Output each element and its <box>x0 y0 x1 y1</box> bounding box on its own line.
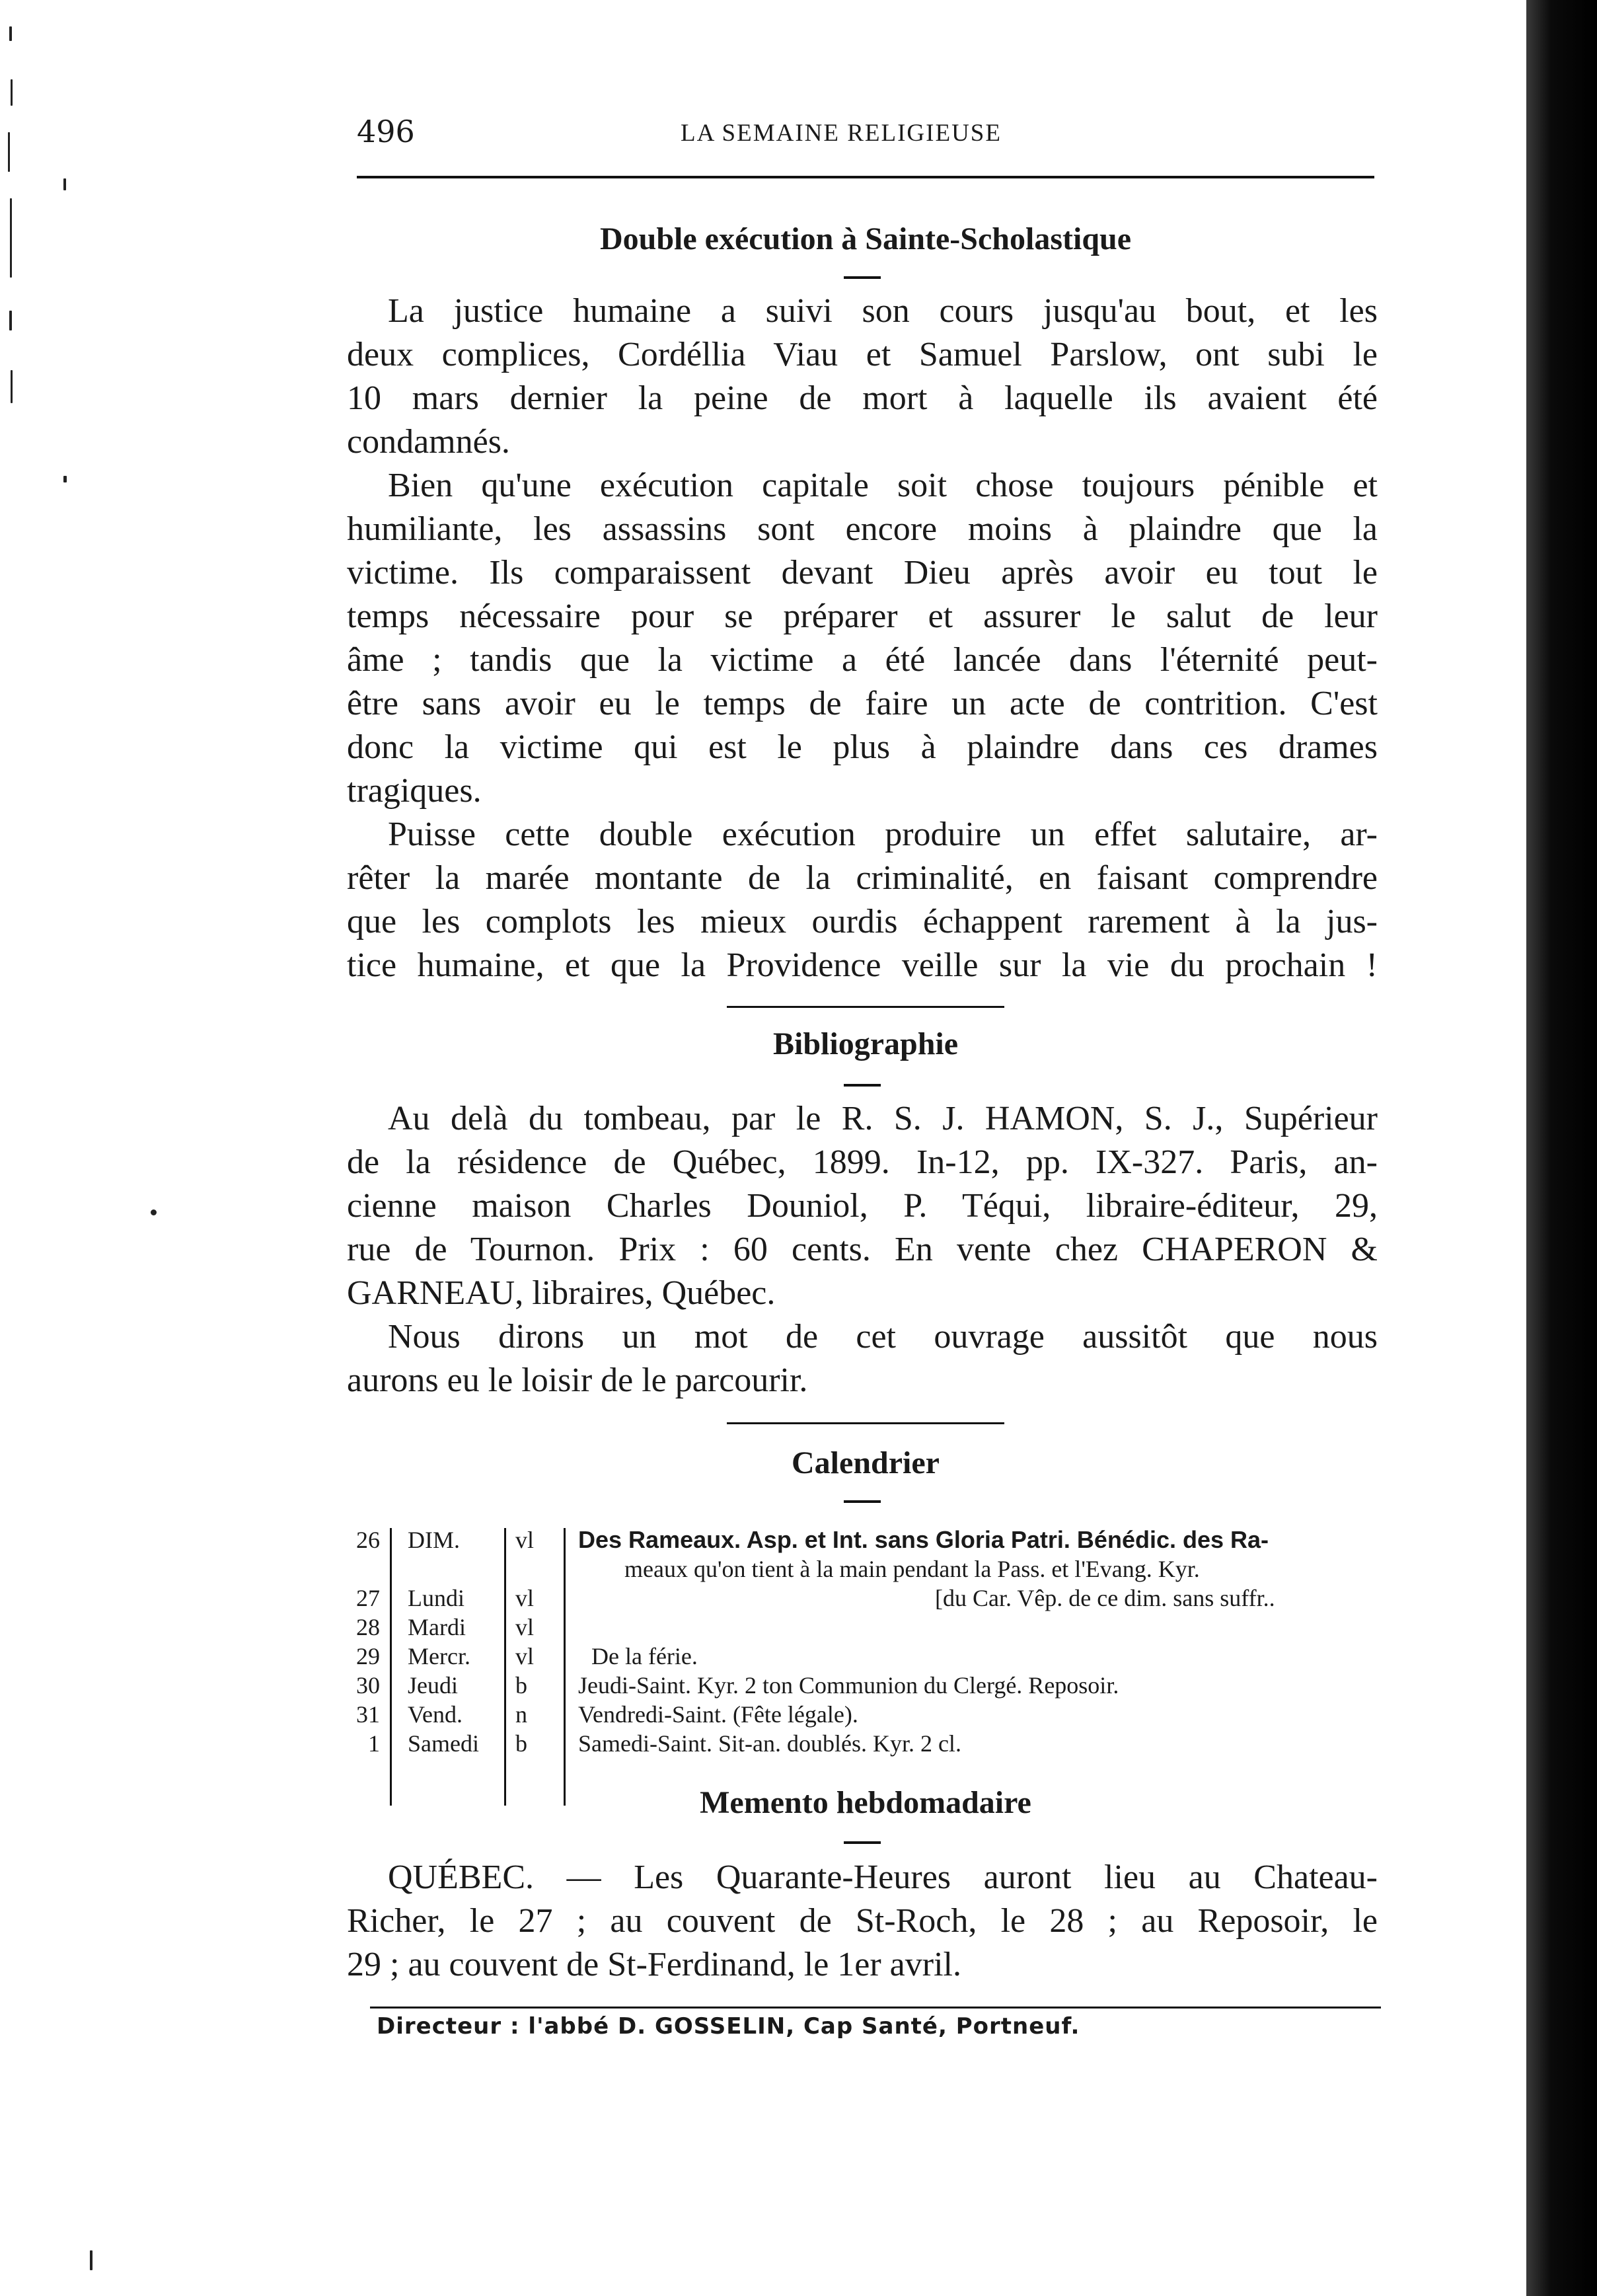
footer-imprint: Directeur : l'abbé D. GOSSELIN, Cap Santé, Portneuf. <box>377 2013 1080 2040</box>
title-dash <box>844 1500 881 1503</box>
article-paragraph: Bien qu'une exécution capitale soit chose toujours pénible et humiliante, les assassins sont encore moins à plaindre que la victime. Ils comparaissent devant Dieu après avoir eu tout le temps nécessaire pour se préparer et assurer le salut de leur âme ; tandis que la victime a été lancée dans l'éternité peut- être sans avoir eu le temps de faire un acte de contrition. C'est donc la victime qui est le plus à plaindre dans ces drames tragiques. <box>347 467 1378 810</box>
calendar-table <box>334 1525 1391 1758</box>
article-paragraph: Puisse cette double exécution produire un effet salutaire, ar- rêter la marée montante de la criminalité, en faisant comprendre que les complots les mieux ourdis échappent rarement à la jus- tice humaine, et que la Providence veille sur la vie du prochain ! <box>347 816 1378 984</box>
title-dash <box>844 1084 881 1087</box>
section-rule <box>727 1422 1004 1424</box>
running-title: LA SEMAINE RELIGIEUSE <box>681 120 1002 147</box>
binding-shadow <box>1526 0 1597 2296</box>
page-number: 496 <box>357 114 415 149</box>
bibliography-paragraph: Nous dirons un mot de cet ouvrage aussitôt que nous aurons eu le loisir de le parcourir. <box>347 1318 1378 1399</box>
calendar-row: 28 Mardi vl <box>356 1614 535 1640</box>
calendar-row: 30 Jeudi b Jeudi-Saint. Kyr. 2 ton Communion du Clergé. Reposoir. <box>356 1672 1119 1699</box>
article-paragraph: La justice humaine a suivi son cours jusqu'au bout, et les deux complices, Cordéllia Viau et Samuel Parslow, ont subi le 10 mars dernier la peine de mort à laquelle ils avaient été condamnés. <box>347 292 1378 461</box>
calendar-title: Calendrier <box>792 1445 940 1480</box>
memento-title: Memento hebdomadaire <box>700 1785 1031 1820</box>
calendar-row: 1 Samedi b Samedi-Saint. Sit-an. doublés. Kyr. 2 cl. <box>368 1730 961 1757</box>
bibliography-title: Bibliographie <box>772 1026 959 1061</box>
scan-margin-specks <box>0 0 26 2296</box>
title-dash <box>844 1841 881 1844</box>
bibliography-paragraph: Au delà du tombeau, par le R. S. J. HAMON, S. J., Supérieur de la résidence de Québec, 1899. In-12, pp. IX-327. Paris, an- cienne maison Charles Douniol, P. Téqui, libraire-éditeur, 29, rue de Tournon. Prix : 60 cents. En vente chez CHAPERON & GARNEAU, libraires, Québec. <box>347 1100 1378 1312</box>
memento-paragraph: QUÉBEC. — Les Quarante-Heures auront lieu au Chateau- Richer, le 27 ; au couvent de St-Roch, le 28 ; au Reposoir, le 29 ; au couvent de St-Ferdinand, le 1er avril. <box>347 1858 1378 1983</box>
calendar-row: 26 DIM. vl Des Rameaux. Asp. et Int. sans Gloria Patri. Bénédic. des Ra- meaux qu'on tient à la main pendant la Pass. et l'Evang. Kyr. <box>356 1526 1269 1582</box>
calendar-row: 27 Lundi vl [du Car. Vêp. de ce dim. sans suffr.. <box>356 1585 1275 1611</box>
title-dash <box>844 276 881 279</box>
header-rule <box>357 176 1374 178</box>
footer-rule <box>370 2007 1381 2009</box>
calendar-row: 29 Mercr. vl De la férie. <box>356 1643 698 1669</box>
article-title: Double exécution à Sainte-Scholastique <box>599 221 1132 256</box>
section-rule <box>727 1006 1004 1008</box>
calendar-row: 31 Vend. n Vendredi-Saint. (Fête légale). <box>356 1701 858 1728</box>
page-header <box>357 114 1374 153</box>
